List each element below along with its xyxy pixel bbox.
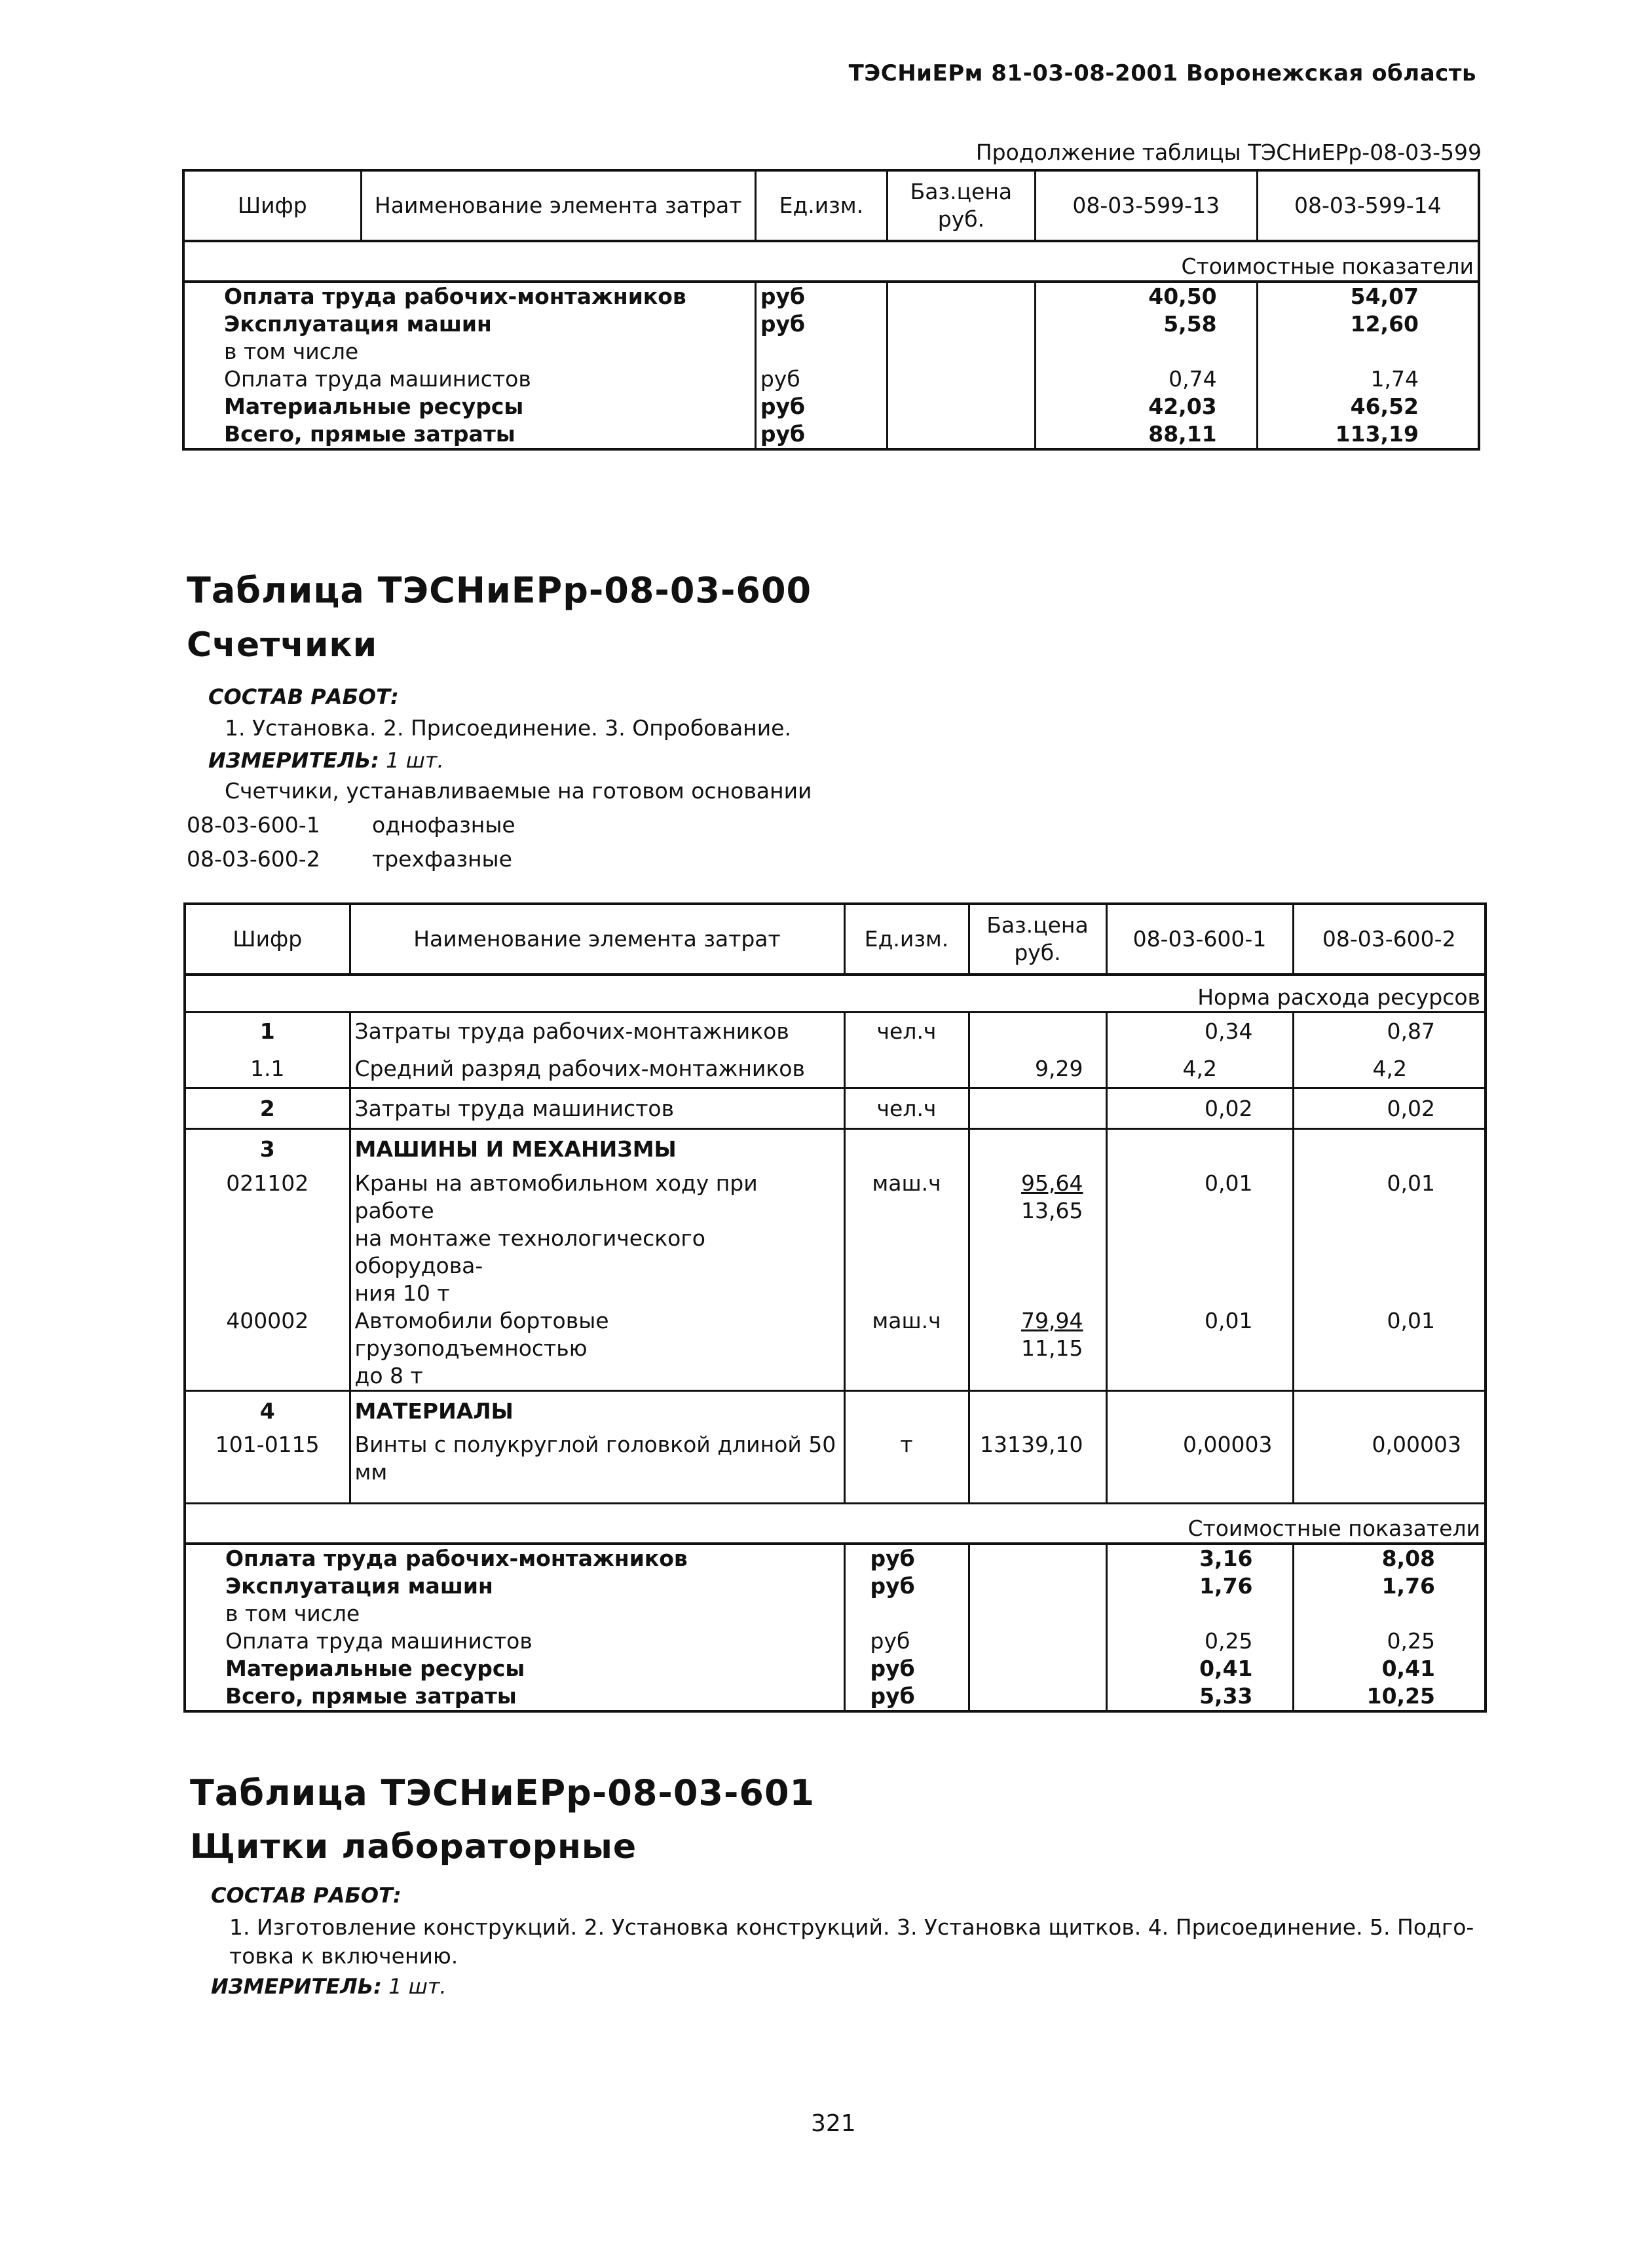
col-header-rate-1: 08-03-599-13 xyxy=(1035,170,1257,241)
col-header-price: Баз.цена руб. xyxy=(887,170,1035,241)
price-wage: 11,15 xyxy=(1021,1335,1083,1361)
row-unit: руб xyxy=(755,420,887,449)
item-code: 08-03-600-2 xyxy=(187,846,320,872)
row-value-2: 4,2 xyxy=(1372,1055,1407,1081)
row-name xyxy=(350,1307,844,1391)
running-header: ТЭСНиЕРм 81-03-08-2001 Воронежская область xyxy=(848,60,1476,86)
band-cost-indicators: Стоимостные показатели xyxy=(185,1503,1486,1544)
row-name: Затраты труда рабочих-монтажников xyxy=(350,1013,844,1050)
table-600-subtitle: Счетчики xyxy=(187,625,378,665)
row-price: 9,29 xyxy=(969,1050,1106,1088)
row-unit: руб xyxy=(844,1682,969,1711)
price-base: 95,64 xyxy=(1021,1170,1083,1196)
row-name: МАШИНЫ И МЕХАНИЗМЫ xyxy=(350,1129,844,1170)
row-value-2: 10,25 xyxy=(1366,1682,1435,1709)
col-header-unit: Ед.изм. xyxy=(755,170,887,241)
table-row xyxy=(185,1627,1486,1655)
row-code: 1.1 xyxy=(185,1050,350,1088)
row-unit: руб xyxy=(844,1572,969,1600)
table-row xyxy=(185,1544,1486,1572)
row-name-line: мм xyxy=(354,1459,388,1485)
table-row xyxy=(185,1572,1486,1600)
table-row xyxy=(183,365,1479,393)
row-value-2: 0,25 xyxy=(1387,1627,1435,1654)
row-value-1: 0,00003 xyxy=(1106,1431,1293,1503)
sostav-label: СОСТАВ РАБОТ: xyxy=(211,1883,402,1908)
col-header-name: Наименование элемента затрат xyxy=(350,904,844,975)
row-value-2: 1,76 xyxy=(1381,1572,1435,1599)
sostav-text-line: 1. Изготовление конструкций. 2. Установка конструкций. 3. Установка щитков. 4. Присоединение. 5. Подго- xyxy=(229,1914,1474,1940)
table-row xyxy=(185,1431,1486,1503)
sostav-text-line: товка к включению. xyxy=(229,1943,458,1969)
row-name: в том числе xyxy=(183,338,755,365)
row-unit: руб xyxy=(755,393,887,420)
row-value-1: 3,16 xyxy=(1106,1544,1293,1572)
table-599 xyxy=(182,169,1480,451)
izmeritel-value: 1 шт. xyxy=(386,748,444,773)
row-name: Средний разряд рабочих-монтажников xyxy=(350,1050,844,1088)
row-value-2: 113,19 xyxy=(1335,421,1419,447)
row-name: Всего, прямые затраты xyxy=(183,420,755,449)
col-header-unit: Ед.изм. xyxy=(844,904,969,975)
row-unit: руб xyxy=(844,1655,969,1682)
row-value-1: 5,58 xyxy=(1035,310,1257,338)
table-row xyxy=(183,338,1479,365)
row-code: 021102 xyxy=(185,1170,350,1307)
row-value-2: 46,52 xyxy=(1350,394,1419,419)
table-row xyxy=(185,1390,1486,1431)
col-header-name: Наименование элемента затрат xyxy=(361,170,755,241)
col-header-code: Шифр xyxy=(183,170,361,241)
section-description: Счетчики, устанавливаемые на готовом основании xyxy=(225,778,812,804)
row-name: Материальные ресурсы xyxy=(185,1655,844,1682)
row-unit: руб xyxy=(844,1627,969,1655)
row-name-line: до 8 т xyxy=(354,1362,423,1388)
row-name: Эксплуатация машин xyxy=(185,1572,844,1600)
price-wage: 13,65 xyxy=(1021,1197,1083,1223)
row-value-1: 42,03 xyxy=(1035,393,1257,420)
table-row xyxy=(183,420,1479,449)
row-value-1: 88,11 xyxy=(1035,420,1257,449)
page-number: 321 xyxy=(811,2110,856,2137)
row-value-1: 4,2 xyxy=(1106,1050,1293,1088)
table-row xyxy=(185,1050,1486,1088)
table-row xyxy=(185,1129,1486,1170)
row-price xyxy=(969,1307,1106,1391)
row-unit: чел.ч xyxy=(844,1013,969,1050)
row-name: Оплата труда рабочих-монтажников xyxy=(183,282,755,310)
row-name xyxy=(350,1431,844,1503)
row-value-2: 8,08 xyxy=(1381,1545,1435,1571)
table-row xyxy=(185,1170,1486,1307)
row-value-2: 0,01 xyxy=(1387,1170,1435,1196)
row-name-line: Автомобили бортовые грузоподъемностью xyxy=(354,1307,609,1361)
row-unit xyxy=(844,1050,969,1088)
row-name: Оплата труда машинистов xyxy=(183,365,755,393)
band-cost-indicators: Стоимостные показатели xyxy=(183,241,1479,282)
row-value-2: 1,74 xyxy=(1370,366,1419,392)
row-price xyxy=(969,1013,1106,1050)
table-row xyxy=(185,1655,1486,1682)
row-unit: руб xyxy=(755,365,887,393)
row-value-1: 0,34 xyxy=(1106,1013,1293,1050)
row-name: Материальные ресурсы xyxy=(183,393,755,420)
row-code: 3 xyxy=(185,1129,350,1170)
izmeritel-label: ИЗМЕРИТЕЛЬ: xyxy=(211,1974,382,1999)
row-name: в том числе xyxy=(185,1600,844,1627)
row-code: 101-0115 xyxy=(185,1431,350,1503)
item-code: 08-03-600-1 xyxy=(187,812,320,838)
izmeritel-label: ИЗМЕРИТЕЛЬ: xyxy=(208,748,379,773)
row-value-1: 1,76 xyxy=(1106,1572,1293,1600)
row-name: МАТЕРИАЛЫ xyxy=(350,1390,844,1431)
row-value-1: 0,01 xyxy=(1106,1307,1293,1391)
row-unit: т xyxy=(844,1431,969,1503)
table-continuation-caption: Продолжение таблицы ТЭСНиЕРр-08-03-599 xyxy=(975,139,1482,165)
sostav-label: СОСТАВ РАБОТ: xyxy=(208,684,399,709)
izmeritel-line xyxy=(211,1974,447,1999)
row-name: Оплата труда рабочих-монтажников xyxy=(185,1544,844,1572)
row-code: 2 xyxy=(185,1088,350,1129)
row-unit: маш.ч xyxy=(844,1307,969,1391)
row-unit: чел.ч xyxy=(844,1088,969,1129)
item-name: трехфазные xyxy=(372,846,512,872)
table-601-title: Таблица ТЭСНиЕРр-08-03-601 xyxy=(190,1772,815,1813)
row-unit: маш.ч xyxy=(844,1170,969,1307)
izmeritel-line xyxy=(208,748,444,773)
row-price: 13139,10 xyxy=(969,1431,1106,1503)
col-header-rate-2: 08-03-600-2 xyxy=(1293,904,1486,975)
col-header-rate-1: 08-03-600-1 xyxy=(1106,904,1293,975)
col-header-code: Шифр xyxy=(185,904,350,975)
row-name-line: на монтаже технологического оборудова- xyxy=(354,1225,705,1278)
row-value-1: 40,50 xyxy=(1035,282,1257,310)
sostav-text: 1. Установка. 2. Присоединение. 3. Опробование. xyxy=(225,715,791,741)
col-header-price: Баз.цена руб. xyxy=(969,904,1106,975)
col-header-rate-2: 08-03-599-14 xyxy=(1257,170,1479,241)
row-value-2: 0,41 xyxy=(1381,1655,1435,1681)
price-base: 79,94 xyxy=(1021,1307,1083,1333)
table-row xyxy=(185,1682,1486,1711)
row-name: Всего, прямые затраты xyxy=(185,1682,844,1711)
row-unit: руб xyxy=(844,1544,969,1572)
table-row xyxy=(185,1013,1486,1050)
row-value-1: 0,02 xyxy=(1106,1088,1293,1129)
row-code: 400002 xyxy=(185,1307,350,1391)
table-row xyxy=(183,282,1479,310)
row-name: Оплата труда машинистов xyxy=(185,1627,844,1655)
row-name-line: Винты с полукруглой головкой длиной 50 xyxy=(354,1432,836,1457)
row-value-1: 0,74 xyxy=(1035,365,1257,393)
table-row xyxy=(183,393,1479,420)
row-name xyxy=(350,1170,844,1307)
row-name: Эксплуатация машин xyxy=(183,310,755,338)
row-code: 1 xyxy=(185,1013,350,1050)
row-price xyxy=(969,1170,1106,1307)
item-name: однофазные xyxy=(372,812,515,838)
row-value-2: 0,02 xyxy=(1293,1088,1486,1129)
table-row xyxy=(183,310,1479,338)
row-value-1: 0,01 xyxy=(1106,1170,1293,1307)
izmeritel-value: 1 шт. xyxy=(388,1974,447,1999)
row-value-2: 0,01 xyxy=(1387,1307,1435,1333)
table-header-row xyxy=(183,170,1479,241)
row-value-2: 54,07 xyxy=(1350,284,1419,309)
row-code: 4 xyxy=(185,1390,350,1431)
table-row xyxy=(185,1307,1486,1391)
row-value-2: 0,87 xyxy=(1387,1018,1435,1045)
row-value-2: 0,00003 xyxy=(1372,1432,1461,1457)
row-price xyxy=(969,1088,1106,1129)
table-600-title: Таблица ТЭСНиЕРр-08-03-600 xyxy=(187,570,812,611)
row-value-1: 0,41 xyxy=(1106,1655,1293,1682)
row-value-2: 12,60 xyxy=(1350,311,1419,337)
table-header-row xyxy=(185,904,1486,975)
table-row xyxy=(185,1088,1486,1129)
row-value-1: 5,33 xyxy=(1106,1682,1293,1711)
row-value-1: 0,25 xyxy=(1106,1627,1293,1655)
table-601-subtitle: Щитки лабораторные xyxy=(190,1827,637,1867)
band-resource-norms: Норма расхода ресурсов xyxy=(185,975,1486,1013)
row-name: Затраты труда машинистов xyxy=(350,1088,844,1129)
row-unit: руб xyxy=(755,310,887,338)
table-row xyxy=(185,1600,1486,1627)
row-name-line: Краны на автомобильном ходу при работе xyxy=(354,1170,758,1223)
table-600 xyxy=(183,902,1487,1713)
row-name-line: ния 10 т xyxy=(354,1280,450,1306)
row-unit: руб xyxy=(755,282,887,310)
